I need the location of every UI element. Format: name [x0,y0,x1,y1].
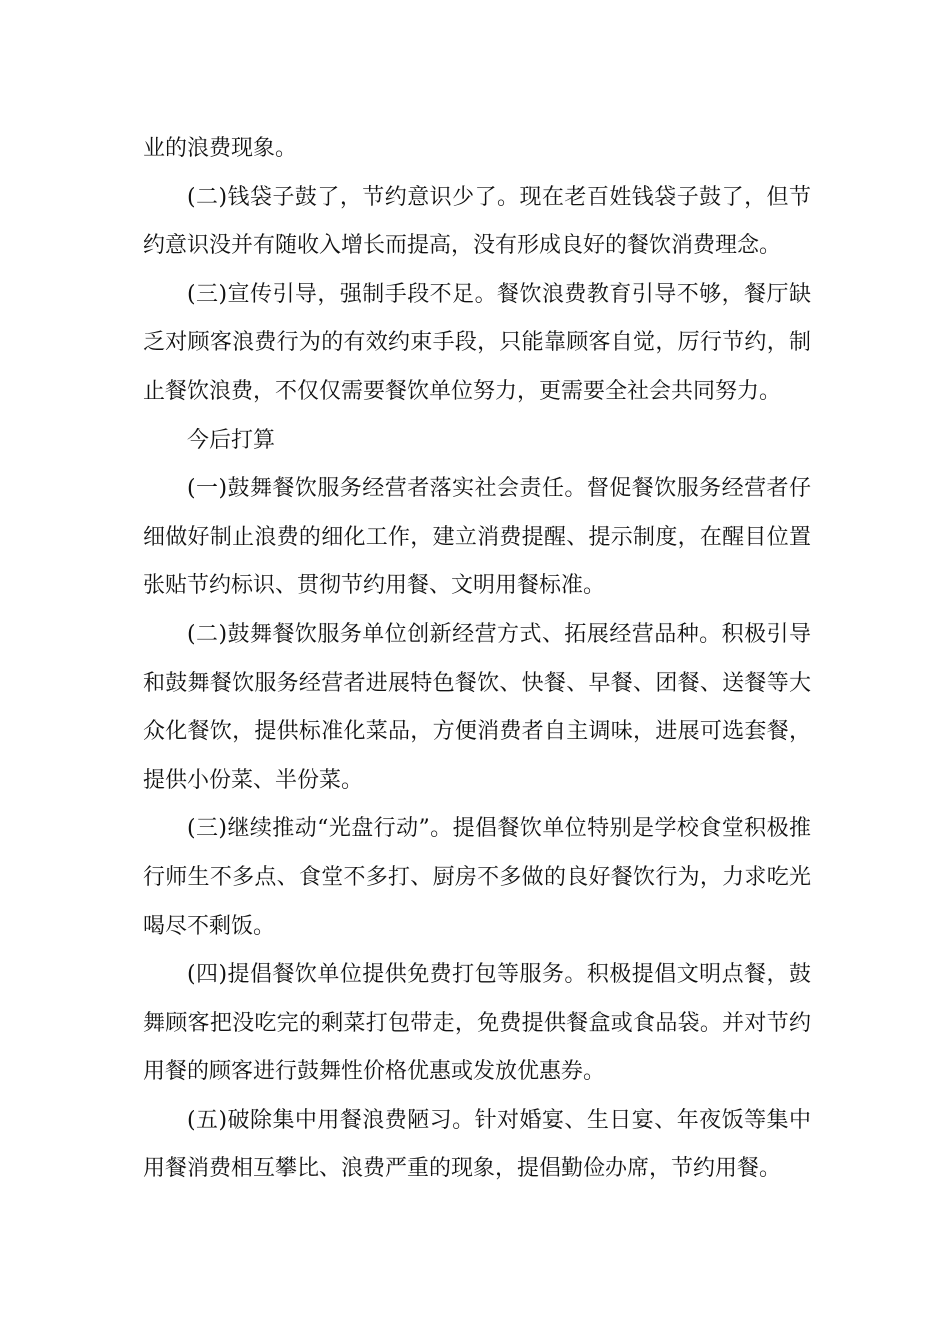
paragraph-2: (二)钱袋子鼓了，节约意识少了。现在老百姓钱袋子鼓了，但节约意识没并有随收入增长而提高，没有形成良好的餐饮消费理念。 [143,184,811,259]
section-heading: 今后打算 [187,427,276,453]
paragraph-6: (二)鼓舞餐饮服务单位创新经营方式、拓展经营品种。积极引导和鼓舞餐饮服务经营者进展特色餐饮、快餐、早餐、团餐、送餐等大众化餐饮，提供标准化菜品，方便消费者自主调味，进展可选套餐，提供小份菜、半份菜。 [143,621,811,793]
paragraph-1: 业的浪费现象。 [143,136,298,161]
paragraph-3: (三)宣传引导，强制手段不足。餐饮浪费教育引导不够，餐厅缺乏对顾客浪费行为的有效约束手段，只能靠顾客自觉，厉行节约，制止餐饮浪费，不仅仅需要餐饮单位努力，更需要全社会共同努力。 [143,281,811,404]
paragraph-5: (一)鼓舞餐饮服务经营者落实社会责任。督促餐饮服务经营者仔细做好制止浪费的细化工作，建立消费提醒、提示制度，在醒目位置张贴节约标识、贯彻节约用餐、文明用餐标准。 [143,476,811,599]
paragraph-7: (三)继续推动“光盘行动”。提倡餐饮单位特别是学校食堂积极推行师生不多点、食堂不多打、厨房不多做的良好餐饮行为，力求吃光喝尽不剩饭。 [143,816,811,939]
paragraph-9: (五)破除集中用餐浪费陋习。针对婚宴、生日宴、年夜饭等集中用餐消费相互攀比、浪费严重的现象，提倡勤俭办席，节约用餐。 [143,1107,811,1182]
paragraph-8: (四)提倡餐饮单位提供免费打包等服务。积极提倡文明点餐，鼓舞顾客把没吃完的剩菜打包带走，免费提供餐盒或食品袋。并对节约用餐的顾客进行鼓舞性价格优惠或发放优惠券。 [143,962,811,1085]
document-page [143,125,811,1194]
